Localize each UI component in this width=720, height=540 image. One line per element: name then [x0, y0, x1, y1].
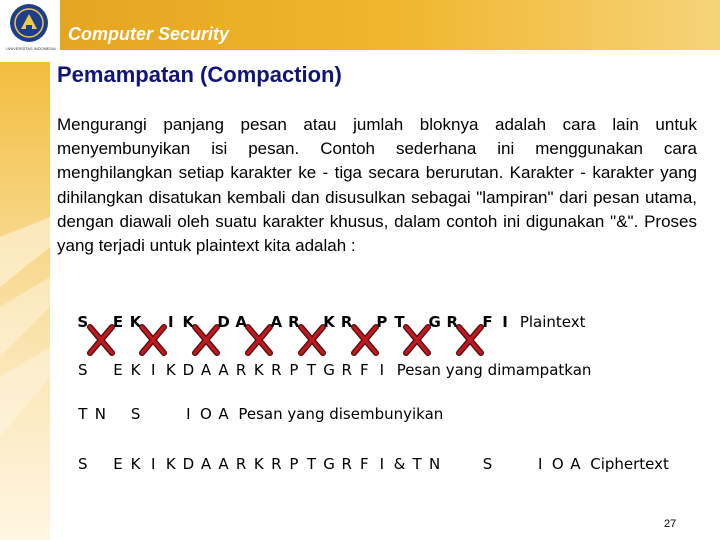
char-cell: N	[429, 455, 441, 473]
char-cell: I	[150, 455, 156, 473]
char-cell: O	[551, 455, 564, 473]
char-cell: K	[182, 313, 195, 331]
row-2	[74, 401, 443, 427]
char-cell: A	[200, 361, 212, 379]
header-title: Computer Security	[68, 24, 230, 44]
char-cell: T	[306, 455, 317, 473]
page-title: Pemampatan (Compaction)	[57, 62, 342, 87]
char-cell: A	[200, 455, 212, 473]
char-cell: A	[218, 455, 229, 473]
logo-text: UNIVERSITAS INDONESIA	[6, 46, 56, 51]
char-cell: R	[271, 361, 282, 379]
char-cell: R	[288, 313, 300, 331]
char-cell: D	[217, 313, 230, 331]
char-cell: R	[271, 455, 282, 473]
char-cell: I	[186, 405, 191, 423]
char-cell: I	[379, 361, 385, 379]
char-cell: P	[289, 361, 299, 379]
char-cell: A	[218, 405, 229, 423]
char-cell: I	[538, 455, 543, 473]
char-cell: D	[182, 361, 195, 379]
char-cell: P	[376, 313, 388, 331]
char-cell: K	[165, 455, 176, 473]
char-cell: P	[289, 455, 299, 473]
char-cell: K	[130, 455, 141, 473]
row-label: Plaintext	[519, 313, 586, 331]
row-label: Pesan yang disembunyikan	[238, 405, 444, 423]
char-cell: I	[502, 313, 508, 331]
char-cell: I	[150, 361, 156, 379]
char-cell: K	[129, 313, 142, 331]
char-cell: T	[78, 405, 88, 423]
row-1	[74, 357, 591, 383]
char-cell: E	[113, 455, 123, 473]
char-cell: A	[218, 361, 229, 379]
char-cell: E	[112, 313, 124, 331]
char-cell: D	[182, 455, 195, 473]
char-cell: G	[428, 313, 441, 331]
row-label: Pesan yang dimampatkan	[396, 361, 592, 379]
char-cell: S	[78, 361, 88, 379]
page-number: 27	[664, 518, 677, 530]
char-cell: R	[341, 455, 352, 473]
char-cell: I	[167, 313, 174, 331]
char-cell: S	[482, 455, 493, 473]
char-cell: G	[323, 361, 335, 379]
row-0	[74, 309, 586, 335]
char-cell: A	[270, 313, 283, 331]
char-cell: K	[165, 361, 176, 379]
char-cell: R	[340, 313, 353, 331]
char-cell: F	[359, 361, 369, 379]
char-cell: S	[78, 455, 88, 473]
char-cell: K	[253, 361, 264, 379]
char-cell: R	[235, 361, 247, 379]
char-cell: T	[394, 313, 405, 331]
char-cell: T	[412, 455, 422, 473]
char-cell: T	[306, 361, 317, 379]
char-cell: R	[446, 313, 459, 331]
char-cell: R	[235, 455, 247, 473]
body-paragraph: Mengurangi panjang pesan atau jumlah bloknya adalah cara lain untuk menyembunyikan isi pesan. Contoh sederhana ini menggunakan cara menghilangkan setiap karakter ke - tiga secara berurutan. Karakter - karakter yang dihilangkan disatukan kembali dan disusulkan sebagai "lampiran" dari pesan utama, dengan diawali oleh suatu karakter khusus, dalam contoh ini digunakan "&". Proses yang terjadi untuk plaintext kita adalah :	[57, 115, 697, 256]
char-cell: A	[235, 313, 247, 331]
row-3	[74, 451, 669, 477]
char-cell: N	[94, 405, 106, 423]
char-cell: O	[200, 405, 212, 423]
row-label: Ciphertext	[590, 455, 669, 473]
char-cell: R	[341, 361, 352, 379]
char-cell: E	[113, 361, 123, 379]
char-cell: K	[253, 455, 264, 473]
char-cell: K	[323, 313, 335, 331]
char-cell: &	[393, 455, 406, 473]
char-cell: G	[323, 455, 335, 473]
char-cell: K	[130, 361, 141, 379]
char-cell: A	[570, 455, 581, 473]
char-cell: S	[130, 405, 141, 423]
char-cell: F	[359, 455, 369, 473]
char-cell: F	[482, 313, 493, 331]
char-cell: I	[379, 455, 385, 473]
char-cell: S	[77, 313, 89, 331]
